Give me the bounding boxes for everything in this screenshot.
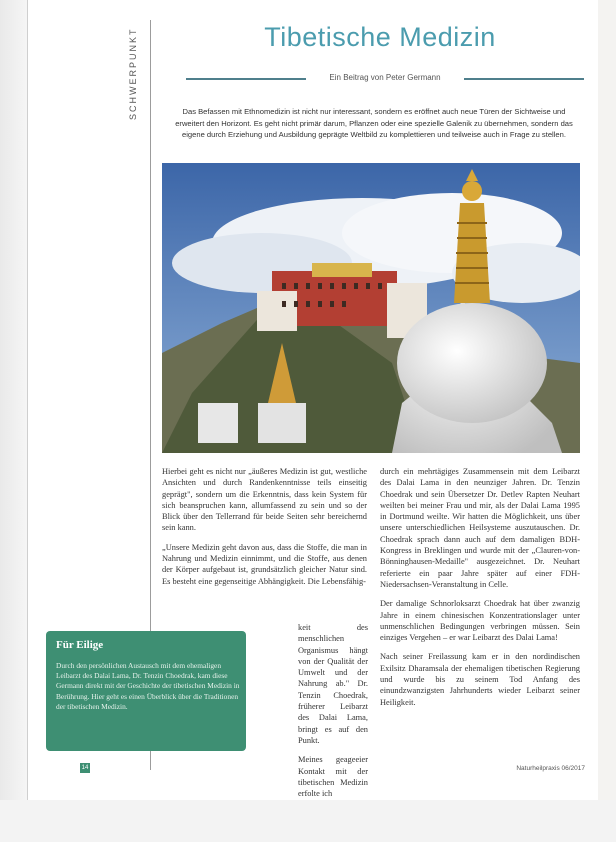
sidebar-body: Durch den persönlichen Austausch mit dem ehemaligen Leibarzt des Dalai Lama, Dr. Tenzin Choedrak, kam diese Germann direkt mit der Geschichte der tibetischen Medizin in Berührung. Hier geht es einen Überblick über die Traditionen der tibetischen Medizin. [56,661,240,711]
text-column-left [162,466,367,595]
byline-rule-right [464,78,584,80]
paragraph: keit des menschlichen Organismus hängt von der Qualität der Umwelt und der Nahrung ab." Dr. Tenzin Choedrak, früherer Leibarzt des Dalai Lama, bringt es auf den Punkt. [298,623,368,745]
potala-palace-stupa-photo [162,163,580,453]
paragraph: Der damalige Schnorloksarzt Choedrak hat über zwanzig Jahre in einem chinesischen Konzentrationslager unter unmenschlichen Bedingungen verbringen müssen. Sein einziges Vergehen – er war Leibarzt des Dalai Lama! [380,599,580,643]
paragraph: durch ein mehrtägiges Zusammensein mit dem Leibarzt des Dalai Lama in den neunziger Jahren. Dr. Tenzin Choedrak und sein Übersetzer Dr. Detlev Rapten Neuhart weilten bei meiner Frau und mir, als der Dalai Lama 1995 in Dortmund weilte. Wir hatten die Möglichkeit, uns über unsere unterschiedlichen Heilsysteme auszutauschen. Dr. Choedrak sprach dann auch auf dem damaligen BDH-Kongress in Breklingen und wurde mit der „Clauren-von-Bönninghausen-Medaille" ausgezeichnet. Dr. Neuhart referierte ein paar Jahre später auf einer FDH-Niedersachsen-Veranstaltung in Celle. [380,467,580,589]
sidebar-heading: Für Eilige [56,639,104,651]
byline-rule-left [186,78,306,80]
text-column-left-narrow [298,622,368,807]
paragraph: Hierbei geht es nicht nur „äußeres Medizin ist gut, westliche Ansichten und durch Randenkenntnisse teils einseitig geprägt", sondern um die Erkenntnis, dass kein System für sich beanspruchen kann, allumfassend zu sein und so der Blick über den Tellerrand für beide Seiten sehr bereichernd sein kann. [162,467,367,533]
paragraph: „Unsere Medizin geht davon aus, dass die Stoffe, die man in Nahrung und Medizin einnimmt, und die Stoffe, aus denen der Körper aufgebaut ist, grundsätzlich gleicher Natur sind. Es besteht eine gegenseitige Abhängigkeit. Die Lebensfähig- [162,542,367,586]
section-label: SCHWERPUNKT [128,27,138,120]
byline-text: Ein Beitrag von Peter Germann [329,73,441,82]
paragraph: Nach seiner Freilassung kam er in den nordindischen Exilsitz Dharamsala der ehemaligen tibetischen Regierung und wurde bis zu seinem Tod Anfang des einundzwanzigsten Jahrhunderts wieder Leibarzt seiner Heiligkeit. [380,652,580,707]
scan-edge [0,0,28,842]
fuer-eilige-box [46,631,246,751]
page-number: 14 [81,765,89,771]
text-column-right [380,466,580,716]
hero-image [162,163,580,453]
paragraph: Meines geageeier Kontakt mit der tibetischen Medizin erfolte ich [298,755,368,799]
intro-text: Das Befassen mit Ethnomedizin ist nicht nur interessant, sondern es eröffnet auch neue Türen der Sichtweise und erweitert den Horizont. Es geht nicht primär darum, Pflanzen oder eine spezielle Galenik zu übernehmen, sondern das eigene durch Erziehung und Ausbildung geprägte Weltbild zu komplettieren und teilweise auch in Frage zu stellen. [175,107,573,139]
article-title: Tibetische Medizin [264,22,496,52]
footer-issue: Naturheilpraxis 06/2017 [516,765,585,772]
byline [186,73,584,85]
